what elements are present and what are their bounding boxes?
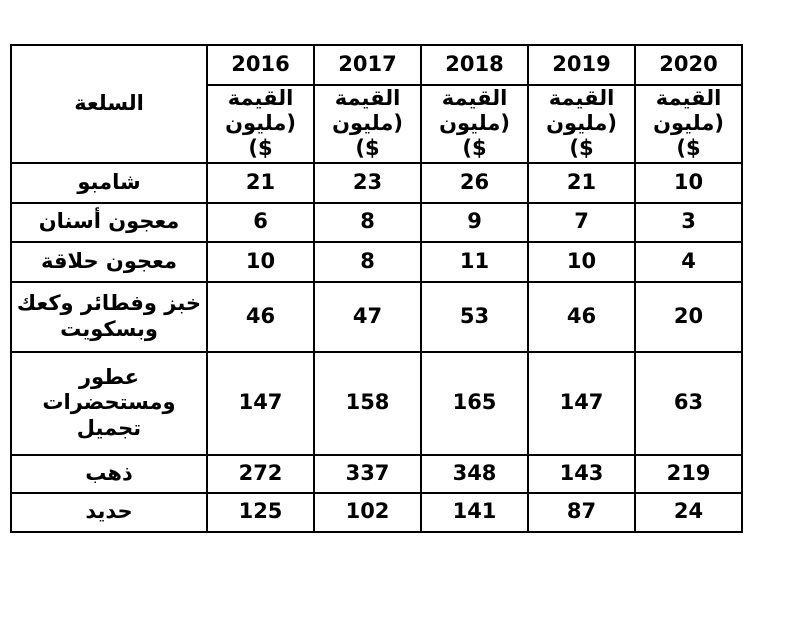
value-cell: 24 bbox=[635, 493, 742, 532]
year-header-2018: 2018 bbox=[421, 45, 528, 85]
value-cell: 87 bbox=[528, 493, 635, 532]
commodity-column-header: السلعة bbox=[11, 45, 207, 163]
unit-header-2020: القيمة (مليون $) bbox=[635, 85, 742, 163]
commodity-name: معجون حلاقة bbox=[11, 242, 207, 282]
value-cell: 26 bbox=[421, 163, 528, 203]
value-cell: 23 bbox=[314, 163, 421, 203]
value-cell: 10 bbox=[528, 242, 635, 282]
unit-header-2019: القيمة (مليون $) bbox=[528, 85, 635, 163]
value-cell: 348 bbox=[421, 455, 528, 493]
value-cell: 53 bbox=[421, 282, 528, 352]
unit-header-2016: القيمة (مليون $) bbox=[207, 85, 314, 163]
commodity-name: معجون أسنان bbox=[11, 203, 207, 242]
value-cell: 21 bbox=[207, 163, 314, 203]
commodity-value-table bbox=[10, 44, 743, 533]
commodity-name: خبز وفطائر وكعك وبسكويت bbox=[11, 282, 207, 352]
value-cell: 165 bbox=[421, 352, 528, 455]
table-row bbox=[11, 455, 742, 493]
table-row bbox=[11, 493, 742, 532]
value-cell: 8 bbox=[314, 203, 421, 242]
value-cell: 158 bbox=[314, 352, 421, 455]
year-header-2016: 2016 bbox=[207, 45, 314, 85]
table-row bbox=[11, 203, 742, 242]
table-row bbox=[11, 242, 742, 282]
value-cell: 7 bbox=[528, 203, 635, 242]
value-cell: 3 bbox=[635, 203, 742, 242]
value-cell: 4 bbox=[635, 242, 742, 282]
year-header-2020: 2020 bbox=[635, 45, 742, 85]
value-cell: 46 bbox=[207, 282, 314, 352]
value-cell: 9 bbox=[421, 203, 528, 242]
value-cell: 125 bbox=[207, 493, 314, 532]
value-cell: 63 bbox=[635, 352, 742, 455]
value-cell: 8 bbox=[314, 242, 421, 282]
value-cell: 219 bbox=[635, 455, 742, 493]
value-cell: 46 bbox=[528, 282, 635, 352]
value-cell: 20 bbox=[635, 282, 742, 352]
table-row bbox=[11, 352, 742, 455]
value-cell: 143 bbox=[528, 455, 635, 493]
value-cell: 10 bbox=[207, 242, 314, 282]
value-cell: 272 bbox=[207, 455, 314, 493]
unit-header-2018: القيمة (مليون $) bbox=[421, 85, 528, 163]
commodity-name: ذهب bbox=[11, 455, 207, 493]
year-header-row bbox=[11, 45, 742, 85]
year-header-2019: 2019 bbox=[528, 45, 635, 85]
year-header-2017: 2017 bbox=[314, 45, 421, 85]
value-cell: 21 bbox=[528, 163, 635, 203]
unit-header-2017: القيمة (مليون $) bbox=[314, 85, 421, 163]
table-row bbox=[11, 163, 742, 203]
value-cell: 47 bbox=[314, 282, 421, 352]
commodity-name: حديد bbox=[11, 493, 207, 532]
value-cell: 11 bbox=[421, 242, 528, 282]
value-cell: 10 bbox=[635, 163, 742, 203]
value-cell: 147 bbox=[528, 352, 635, 455]
table-row bbox=[11, 282, 742, 352]
commodity-name: شامبو bbox=[11, 163, 207, 203]
value-cell: 6 bbox=[207, 203, 314, 242]
value-cell: 337 bbox=[314, 455, 421, 493]
commodity-name: عطور ومستحضرات تجميل bbox=[11, 352, 207, 455]
value-cell: 141 bbox=[421, 493, 528, 532]
value-cell: 147 bbox=[207, 352, 314, 455]
value-cell: 102 bbox=[314, 493, 421, 532]
